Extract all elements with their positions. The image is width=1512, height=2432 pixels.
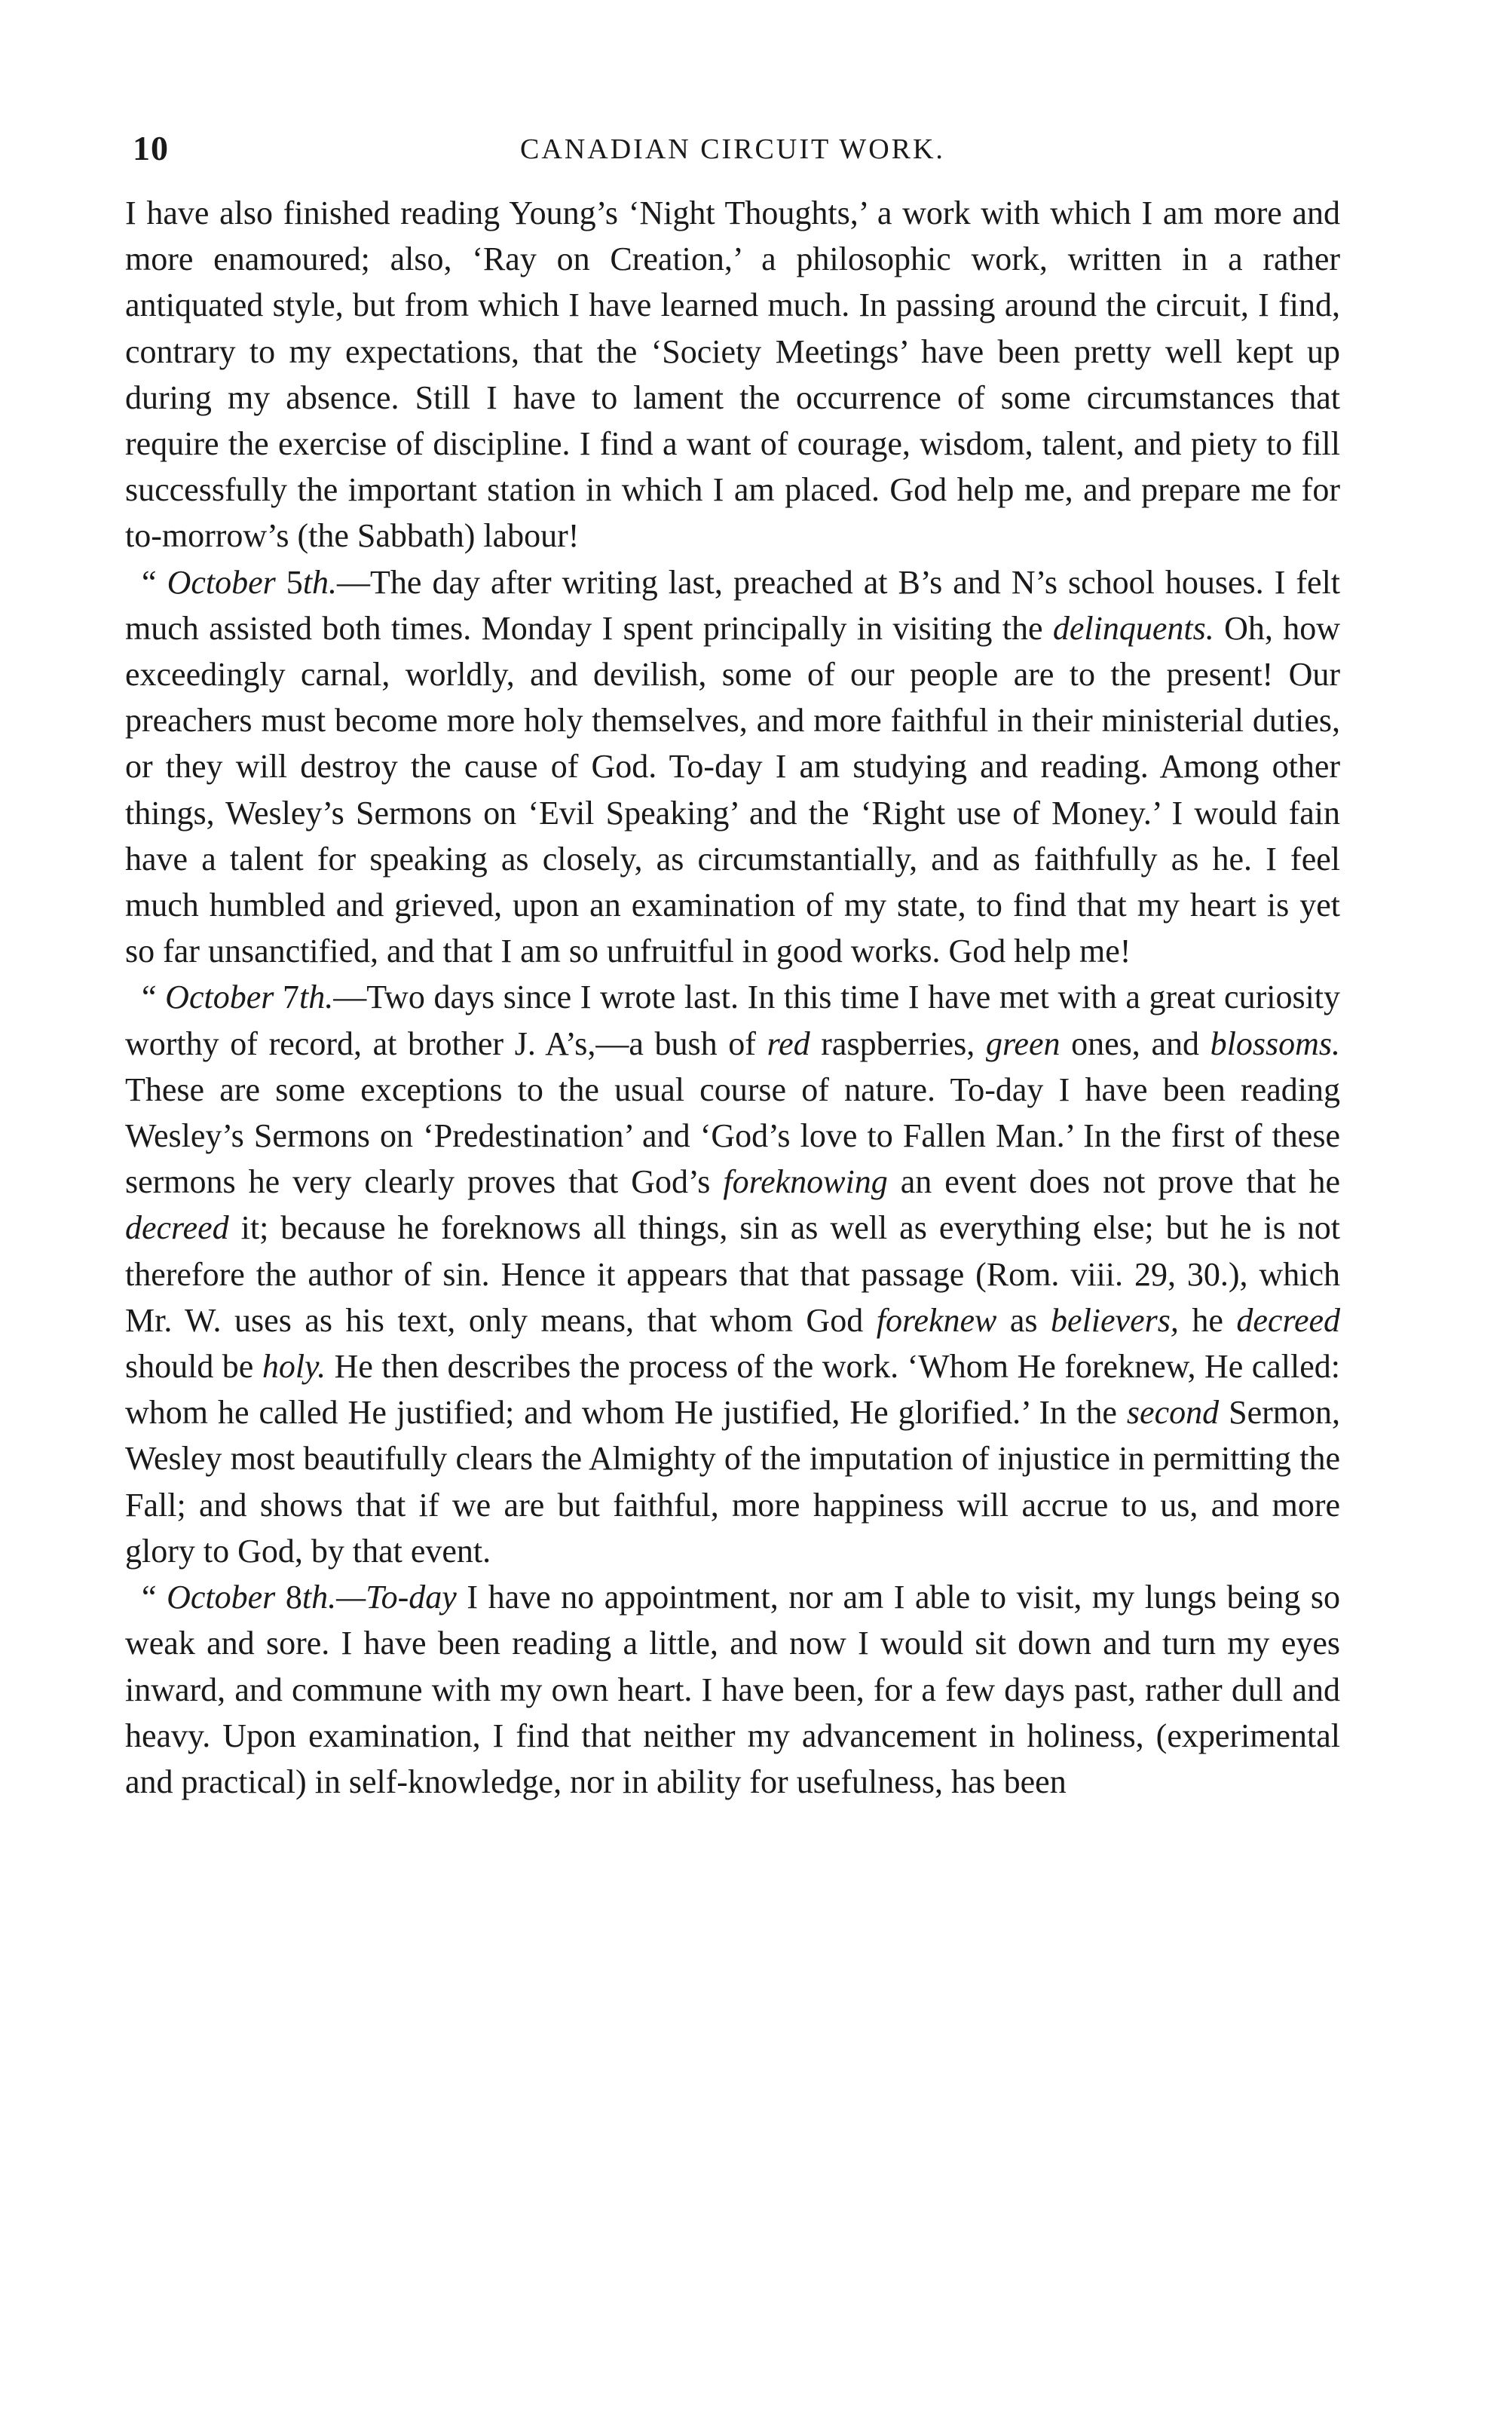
- italic-text-run: foreknowing: [723, 1163, 888, 1201]
- italic-text-run: believers,: [1051, 1301, 1179, 1339]
- italic-text-run: foreknew: [876, 1301, 997, 1339]
- text-run: raspberries,: [810, 1025, 986, 1062]
- text-run: ones, and: [1060, 1025, 1211, 1062]
- running-title: CANADIAN CIRCUIT WORK.: [520, 133, 945, 165]
- book-page: [125, 128, 1340, 1805]
- italic-text-run: red: [767, 1025, 810, 1062]
- italic-text-run: second: [1126, 1394, 1220, 1432]
- body-text: [125, 190, 1340, 1805]
- text-run: “: [142, 563, 167, 601]
- italic-text-run: green: [985, 1025, 1061, 1062]
- italic-text-run: th.—To-day: [301, 1579, 457, 1616]
- text-run: Sermon, Wesley most beautifully clears the Almighty of the imputation of injustice in permitting the Fall; and shows that if we are but faithful, more happiness will accrue to us, and more glory to God, by that event.: [125, 1394, 1340, 1570]
- text-run: Oh, how exceedingly carnal, worldly, and devilish, some of our people are to the present! Our preachers must become more holy themselves, and more faithful in their ministerial duties, or they will destroy the cause of God. To-day I am studying and reading. Among other things, Wesley’s Sermons on ‘Evil Speaking’ and the ‘Right use of Money.’ I would fain have a talent for speaking as closely, as circumstantially, and as faithfully as he. I feel much humbled and grieved, upon an examination of my state, to find that my heart is yet so far unsanctified, and that I am so unfruitful in good works. God help me!: [125, 609, 1340, 970]
- text-run: it; because he foreknows all things, sin as well as everything else; but he is not therefore the author of sin. Hence it appears that that passage (Rom. viii. 29, 30.), which Mr. W. uses as his text, only means, that whom God: [125, 1209, 1340, 1339]
- diary-entry-october-8: [125, 1574, 1340, 1805]
- text-run: —The day after writing last, preached at B’s and N’s school houses. I felt much assisted both times. Monday I spent principally in visiting the: [125, 563, 1341, 647]
- text-run: I have also finished reading Young’s ‘Night Thoughts,’ a work with which I am more and more enamoured; also, ‘Ray on Creation,’ a philosophic work, written in a rather antiquated style, but from which I have learned much. In passing around the circuit, I find, contrary to my expectations, that the ‘Society Meetings’ have been pretty well kept up during my absence. Still I have to lament the occurrence of some circumstances that require the exercise of discipline. I find a want of courage, wisdom, talent, and piety to fill successfully the important station in which I am placed. God help me, and prepare me for to-morrow’s (the Sabbath) labour!: [125, 194, 1340, 555]
- text-run: an event does not prove that he: [887, 1163, 1340, 1201]
- text-run: —Two days since I wrote last. In this time I have met with a great curiosity worthy of record, at brother J. A’s,—a bush of: [125, 979, 1341, 1062]
- italic-text-run: blossoms.: [1210, 1025, 1341, 1062]
- italic-text-run: th.: [299, 979, 334, 1016]
- running-head: [125, 128, 1340, 173]
- text-run: These are some exceptions to the usual course of nature. To-day I have been reading Wesley’s Sermons on ‘Predestination’ and ‘God’s love to Fallen Man.’ In the first of these sermons he very clearly proves that God’s: [125, 1071, 1340, 1201]
- italic-text-run: October: [167, 1579, 276, 1616]
- diary-entry-october-7: [125, 974, 1340, 1574]
- text-run: should be: [125, 1348, 262, 1386]
- italic-text-run: decreed: [125, 1209, 229, 1247]
- text-run: he: [1178, 1301, 1237, 1339]
- text-run: 8: [275, 1579, 302, 1616]
- text-run: “: [142, 979, 166, 1016]
- text-run: I have no appointment, nor am I able to visit, my lungs being so weak and sore. I have been reading a little, and now I would sit down and turn my eyes inward, and commune with my own heart. I have been, for a few days past, rather dull and heavy. Upon examination, I find that neither my advancement in holiness, (experimental and practical) in self-knowledge, nor in ability for usefulness, has been: [125, 1579, 1341, 1800]
- text-run: 5: [275, 563, 303, 601]
- italic-text-run: October: [165, 979, 274, 1016]
- text-run: “: [142, 1579, 167, 1616]
- text-run: He then describes the process of the work. ‘Whom He foreknew, He called: whom he called He justified; and whom He justified, He glorified.’ In the: [125, 1348, 1340, 1432]
- italic-text-run: delinquents.: [1052, 609, 1214, 647]
- paragraph: [125, 190, 1340, 559]
- text-run: 7: [274, 979, 299, 1016]
- diary-entry-october-5: [125, 559, 1340, 975]
- italic-text-run: decreed: [1236, 1301, 1341, 1339]
- text-run: as: [996, 1301, 1051, 1339]
- page-number: 10: [133, 129, 169, 167]
- italic-text-run: th.: [302, 563, 338, 601]
- italic-text-run: October: [167, 563, 276, 601]
- italic-text-run: holy.: [262, 1348, 326, 1386]
